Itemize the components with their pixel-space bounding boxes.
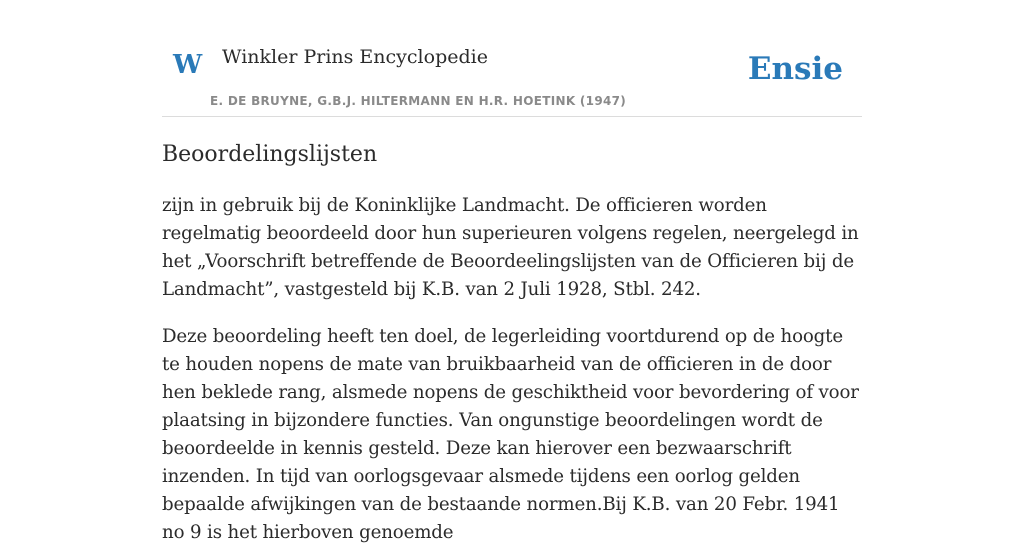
- authors-line: E. DE BRUYNE, G.B.J. HILTERMANN EN H.R. HOETINK (1947): [210, 94, 627, 108]
- article: [162, 138, 862, 547]
- article-paragraph: zijn in gebruik bij de Koninklijke Landmacht. De officieren worden regelmatig beoordeeld door hun superieuren volgens regelen, neergelegd in het „Voorschrift betreffende de Beoordeelingslijsten van de Officieren bij de Landmacht”, vastgesteld bij K.B. van 2 Juli 1928, Stbl. 242.: [162, 195, 859, 300]
- winkler-prins-logo[interactable]: W: [173, 50, 203, 80]
- site-title[interactable]: Winkler Prins Encyclopedie: [222, 46, 488, 68]
- ensie-logo[interactable]: Ensie: [747, 51, 843, 87]
- article-title: Beoordelingslijsten: [162, 142, 378, 167]
- article-paragraph: Deze beoordeling heeft ten doel, de legerleiding voortdurend op de hoogte te houden nopens de mate van bruikbaarheid van de officieren in de door hen beklede rang, alsmede nopens de geschiktheid voor bevordering of voor plaatsing in bijzondere functies. Van ongunstige beoordelingen wordt de beoordeelde in kennis gesteld. Deze kan hierover een bezwaarschrift inzenden. In tijd van oorlogsgevaar alsmede tijdens een oorlog gelden bepaalde afwijkingen van de bestaande normen.Bij K.B. van 20 Febr. 1941 no 9 is het hierboven genoemde: [162, 326, 859, 543]
- site-header: [162, 0, 862, 117]
